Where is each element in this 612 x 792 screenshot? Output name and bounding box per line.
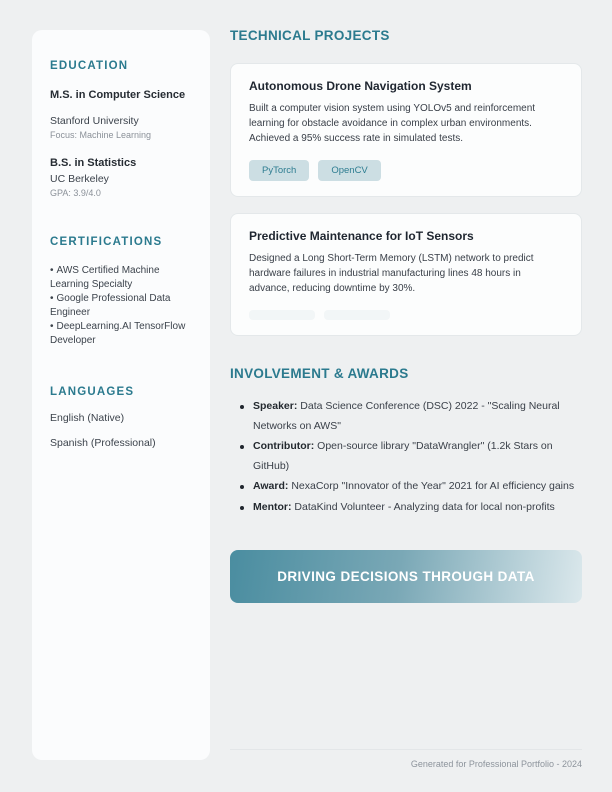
award-item [240,477,582,497]
languages-heading: LANGUAGES [50,386,135,398]
degree-detail: Focus: Machine Learning [50,130,152,140]
bullet-glyph: • [50,321,54,332]
project-tag-row [249,160,563,181]
project-tag: PyTorch [249,160,309,181]
technical-projects-heading: TECHNICAL PROJECTS [230,28,390,43]
award-text: DataKind Volunteer - Analyzing data for local non-profits [291,500,555,513]
project-title: Autonomous Drone Navigation System [249,79,472,93]
award-text: Data Science Conference (DSC) 2022 - "Scaling Neural Networks on AWS" [253,400,560,432]
award-text: NexaCorp "Innovator of the Year" 2021 for AI efficiency gains [288,480,575,492]
project-title: Predictive Maintenance for IoT Sensors [249,229,474,243]
project-tag [324,310,390,320]
project-card [230,63,582,197]
project-tag: OpenCV [318,160,380,181]
award-label: Speaker: [253,400,298,412]
certifications-section [50,236,192,348]
award-label: Mentor: [253,500,292,513]
award-item [240,437,582,476]
degree-detail: GPA: 3.9/4.0 [50,188,101,198]
project-card [230,213,582,336]
involvement-awards-heading: INVOLVEMENT & AWARDS [230,366,409,381]
tagline-banner [230,550,582,603]
award-item [240,498,582,518]
certification-item [50,320,192,348]
award-text: Open-source library "DataWrangler" (1.2k Stars on GitHub) [253,440,553,472]
school-name: Stanford University [50,115,139,127]
school-name: UC Berkeley [50,173,109,185]
award-item [240,397,582,436]
education-entry [50,89,192,140]
language-item: Spanish (Professional) [50,437,156,449]
language-item: English (Native) [50,412,125,424]
languages-section [50,386,192,449]
certification-text: Google Professional Data Engineer [50,293,171,318]
project-description: Built a computer vision system using YOLOv5 and reinforcement learning for obstacle avoidance in complex urban environments. Achieved a 95% success rate in simulated tests. [249,103,536,144]
awards-list [230,397,582,517]
languages-list [50,412,192,449]
project-description: Designed a Long Short-Term Memory (LSTM) network to predict hardware failures in industrial manufacturing lines 48 hours in advance, reducing downtime by 30%. [249,253,534,294]
project-tag-row [249,310,563,320]
education-entry [50,157,192,198]
tagline-text: DRIVING DECISIONS THROUGH DATA [277,569,535,584]
award-label: Award: [253,480,289,492]
project-tag [249,310,315,320]
degree-title: M.S. in Computer Science [50,89,186,101]
footer-text: Generated for Professional Portfolio - 2024 [410,759,582,769]
certification-item [50,292,192,320]
certification-text: DeepLearning.AI TensorFlow Developer [50,321,186,346]
bullet-glyph: • [50,293,54,304]
certifications-list [50,264,192,348]
bullet-glyph: • [50,265,54,276]
page-footer [230,749,582,769]
award-label: Contributor: [253,440,315,452]
education-heading: EDUCATION [50,60,129,72]
sidebar-panel [32,30,210,760]
degree-title: B.S. in Statistics [50,157,137,169]
certification-item [50,264,192,292]
certifications-heading: CERTIFICATIONS [50,236,163,248]
main-content [230,28,582,603]
education-section [50,60,192,198]
certification-text: AWS Certified Machine Learning Specialty [50,265,160,290]
